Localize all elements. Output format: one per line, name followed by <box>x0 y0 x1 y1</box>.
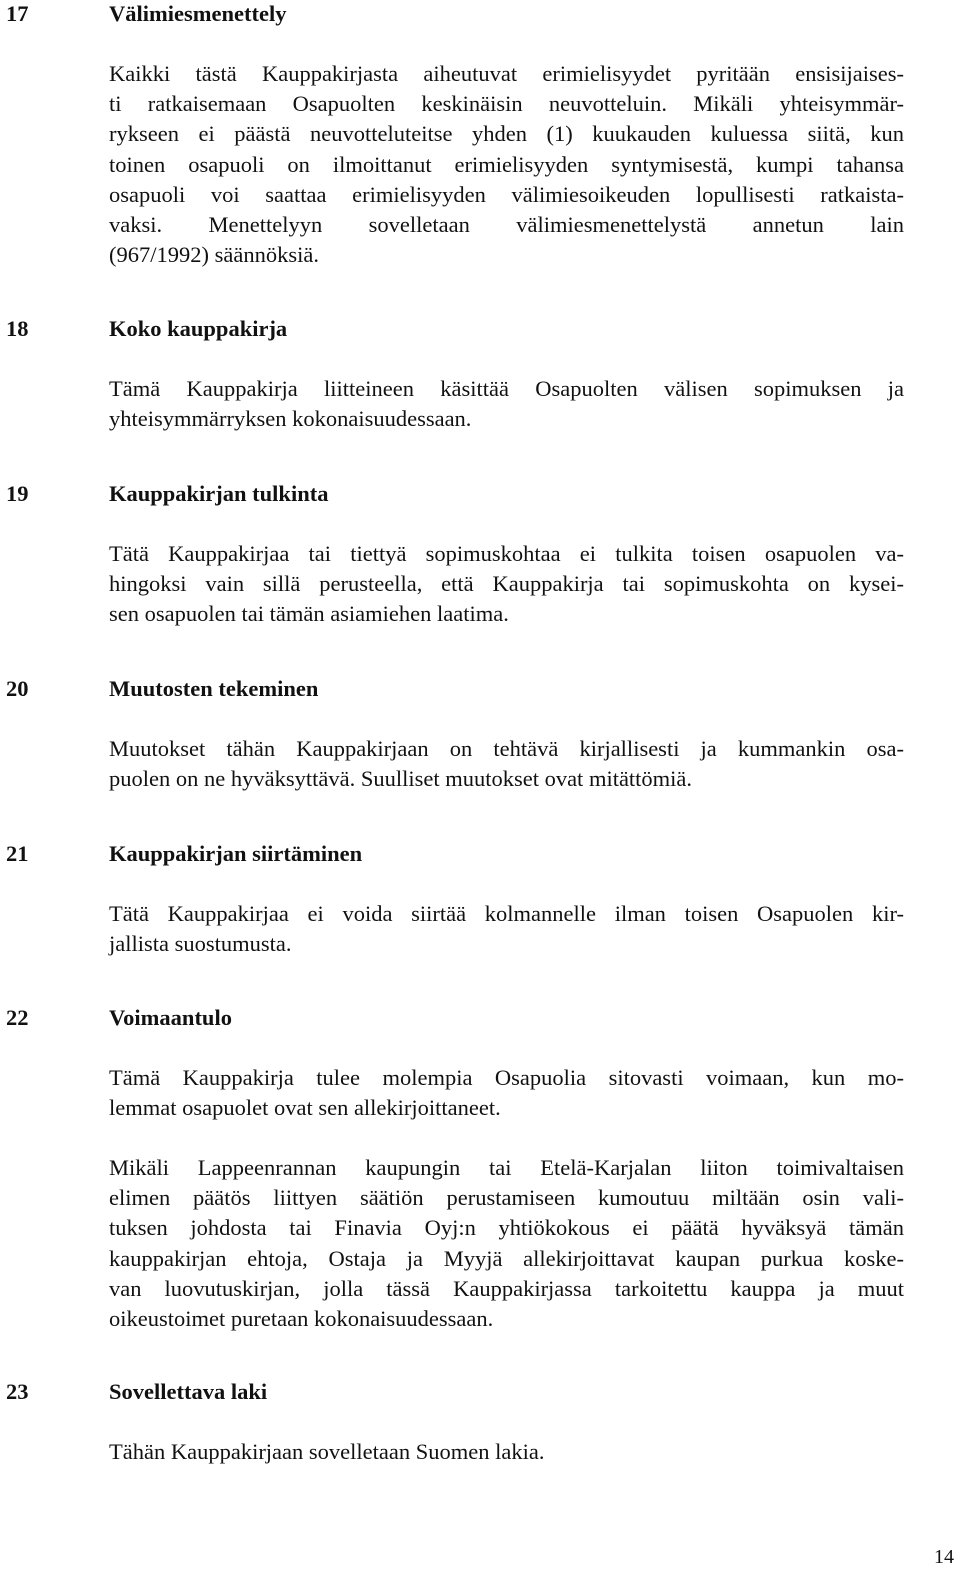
text-line: Tämä Kauppakirja liitteineen käsittää Osapuolten välisen sopimuksen ja <box>109 376 904 401</box>
section-number: 18 <box>6 316 29 341</box>
text-line: Tähän Kauppakirjaan sovelletaan Suomen lakia. <box>109 1439 545 1464</box>
text-line: elimen päätös liittyen säätiön perustamiseen kumoutuu miltään osin vali- <box>109 1185 904 1211</box>
section-18-paragraph-1 <box>109 374 904 434</box>
text-line: (967/1992) säännöksiä. <box>109 242 319 268</box>
section-21-paragraph-1 <box>109 899 904 959</box>
section-number: 23 <box>6 1379 29 1404</box>
section-20-paragraph-1 <box>109 734 904 794</box>
text-line: oikeustoimet puretaan kokonaisuudessaan. <box>109 1306 494 1332</box>
text-line: osapuoli voi saattaa erimielisyyden välimiesoikeuden lopullisesti ratkaista- <box>109 181 904 207</box>
section-title: Voimaantulo <box>109 1005 232 1030</box>
section-22-paragraph-1 <box>109 1063 904 1123</box>
text-line: Kaikki tästä Kauppakirjasta aiheutuvat erimielisyydet pyritään ensisijaises- <box>109 61 904 86</box>
section-19-paragraph-1 <box>109 539 904 630</box>
section-number: 21 <box>6 841 29 866</box>
text-line: Tätä Kauppakirjaa tai tiettyä sopimuskohtaa ei tulkita toisen osapuolen va- <box>109 541 904 566</box>
section-title: Välimiesmenettely <box>109 1 287 26</box>
text-line: jallista suostumusta. <box>109 931 292 957</box>
text-line: hingoksi vain sillä perusteella, että Kauppakirja tai sopimuskohta on kysei- <box>109 571 904 597</box>
text-line: puolen on ne hyväksyttävä. Suulliset muutokset ovat mitättömiä. <box>109 766 693 792</box>
section-number: 20 <box>6 676 29 701</box>
text-line: Tätä Kauppakirjaa ei voida siirtää kolmannelle ilman toisen Osapuolen kir- <box>109 901 904 926</box>
text-line: Mikäli Lappeenrannan kaupungin tai Etelä-Karjalan liiton toimivaltaisen <box>109 1155 904 1180</box>
text-line: ti ratkaisemaan Osapuolten keskinäisin neuvotteluin. Mikäli yhteisymmär- <box>109 91 904 117</box>
text-line: sen osapuolen tai tämän asiamiehen laatima. <box>109 601 509 627</box>
section-title: Kauppakirjan tulkinta <box>109 481 329 506</box>
text-line: Tämä Kauppakirja tulee molempia Osapuolia sitovasti voimaan, kun mo- <box>109 1065 904 1090</box>
section-title: Sovellettava laki <box>109 1379 268 1404</box>
section-17-paragraph-1 <box>109 59 904 270</box>
page-number: 14 <box>934 1546 954 1568</box>
section-number: 22 <box>6 1005 29 1030</box>
section-22-paragraph-2 <box>109 1153 904 1334</box>
text-line: vaksi. Menettelyyn sovelletaan välimiesmenettelystä annetun lain <box>109 212 904 238</box>
text-line: Muutokset tähän Kauppakirjaan on tehtävä kirjallisesti ja kummankin osa- <box>109 736 904 761</box>
section-title: Koko kauppakirja <box>109 316 288 341</box>
section-title: Muutosten tekeminen <box>109 676 319 701</box>
text-line: lemmat osapuolet ovat sen allekirjoittaneet. <box>109 1095 501 1121</box>
section-title: Kauppakirjan siirtäminen <box>109 841 363 866</box>
text-line: kauppakirjan ehtoja, Ostaja ja Myyjä allekirjoittavat kaupan purkua koske- <box>109 1245 904 1271</box>
text-line: toinen osapuoli on ilmoittanut erimielisyyden syntymisestä, kumpi tahansa <box>109 151 904 177</box>
section-23-paragraph-1 <box>109 1437 904 1467</box>
section-number: 19 <box>6 481 29 506</box>
text-line: van luovutuskirjan, jolla tässä Kauppakirjassa tarkoitettu kauppa ja muut <box>109 1275 904 1301</box>
section-number: 17 <box>6 1 29 26</box>
text-line: rykseen ei päästä neuvotteluteitse yhden (1) kuukauden kuluessa siitä, kun <box>109 121 904 147</box>
text-line: yhteisymmärryksen kokonaisuudessaan. <box>109 406 472 432</box>
text-line: tuksen johdosta tai Finavia Oyj:n yhtiökokous ei päätä hyväksyä tämän <box>109 1215 904 1241</box>
